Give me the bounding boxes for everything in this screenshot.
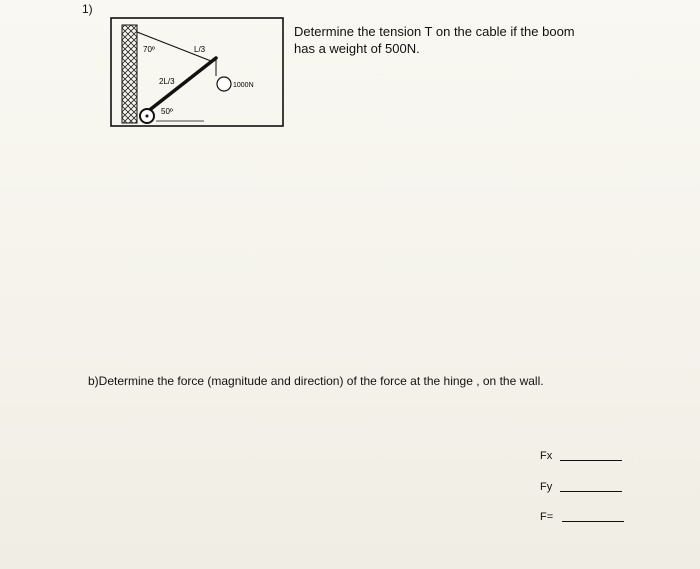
f-label: F= xyxy=(540,511,554,523)
fx-answer-row xyxy=(540,450,566,462)
label-l3: L/3 xyxy=(194,45,206,54)
fx-answer-blank[interactable] xyxy=(560,460,622,461)
boom xyxy=(147,58,216,112)
boom-diagram xyxy=(110,16,285,128)
wall-hatching xyxy=(122,25,137,123)
fy-label: Fy xyxy=(540,481,553,493)
question-line-1: Determine the tension T on the cable if the boom xyxy=(294,24,575,39)
load-label: 1000N xyxy=(233,82,254,89)
question-line-2: has a weight of 500N. xyxy=(294,41,420,56)
fy-answer-row xyxy=(540,481,566,493)
fx-label: Fx xyxy=(540,450,553,462)
question-text xyxy=(294,23,614,57)
label-2l3: 2L/3 xyxy=(159,77,175,86)
part-b-prompt: b)Determine the force (magnitude and direction) of the force at the hinge , on the wall. xyxy=(88,374,544,388)
f-answer-blank[interactable] xyxy=(562,521,624,522)
fy-answer-blank[interactable] xyxy=(560,491,622,492)
angle-bottom-label: 50º xyxy=(161,107,173,116)
load-weight xyxy=(217,77,231,91)
f-answer-row xyxy=(540,511,566,523)
angle-top-label: 70º xyxy=(143,45,155,54)
question-number: 1) xyxy=(82,2,93,16)
